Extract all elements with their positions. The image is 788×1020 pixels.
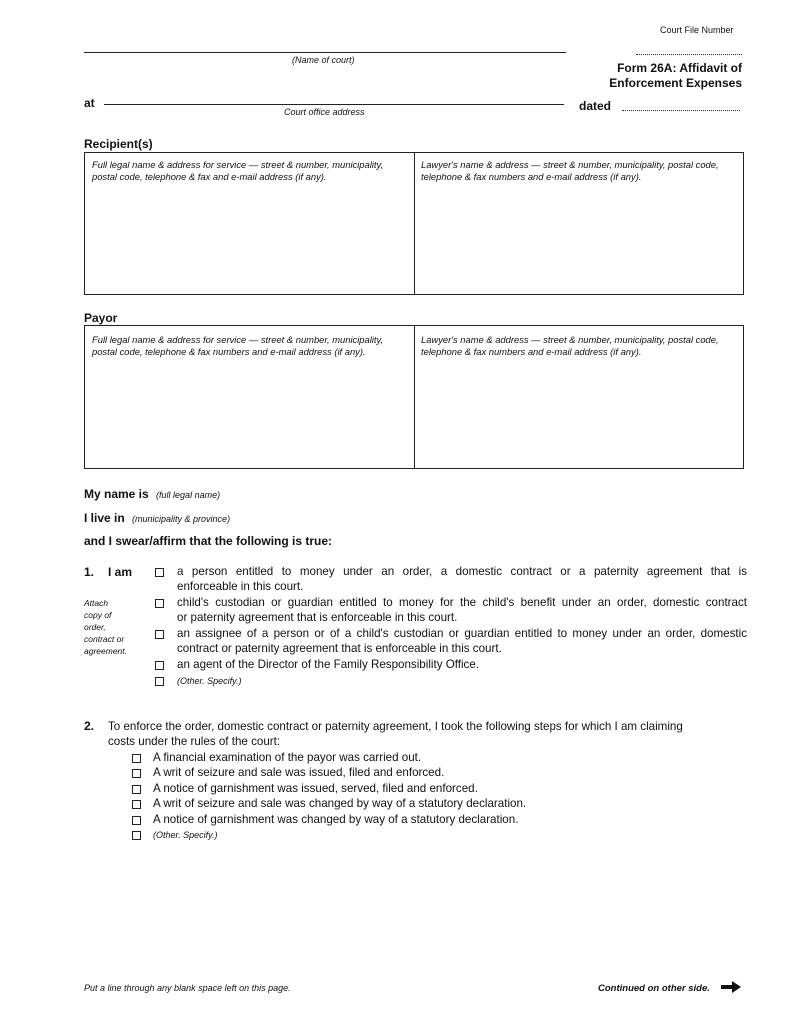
recipient-lawyer-field[interactable] xyxy=(416,185,742,291)
attach-note xyxy=(84,597,127,657)
item1-option-checkbox[interactable] xyxy=(155,599,164,608)
item2-intro-line: To enforce the order, domestic contract or paternity agreement, I took the following steps for which I am claiming xyxy=(108,720,683,733)
option-line: child's custodian or guardian entitled to money for the child's benefit under an order, domestic contract xyxy=(177,596,747,609)
step-checkbox[interactable] xyxy=(132,816,141,825)
payor-lawyer-label: Lawyer's name & address — street & number, municipality, postal code, telephone & fax numbers and e-mail address (if any). xyxy=(421,334,719,357)
step-text: A notice of garnishment was changed by way of a statutory declaration. xyxy=(153,813,519,826)
step-text: A financial examination of the payor was carried out. xyxy=(153,751,422,764)
payor-lawyer-field[interactable] xyxy=(416,360,742,466)
form-title-line2: Enforcement Expenses xyxy=(609,76,742,90)
name-of-court-label: (Name of court) xyxy=(292,55,355,65)
payor-party-field[interactable] xyxy=(86,360,412,466)
item1-number: 1. xyxy=(84,565,95,579)
step-text: A notice of garnishment was issued, served, filed and enforced. xyxy=(153,782,478,795)
item1-option-checkbox[interactable] xyxy=(155,630,164,639)
option-line: or paternity agreement that is enforceable in this court. xyxy=(177,611,458,624)
court-file-number-field[interactable] xyxy=(636,44,742,55)
item1-option-checkbox[interactable] xyxy=(155,568,164,577)
name-of-court-line[interactable] xyxy=(84,52,566,53)
step-checkbox[interactable] xyxy=(132,831,141,840)
item1-lead: I am xyxy=(108,565,133,579)
attach-note-line: Attach xyxy=(84,598,109,608)
item2-number: 2. xyxy=(84,719,95,733)
item1-option-text: an agent of the Director of the Family Responsibility Office. xyxy=(177,658,480,671)
step-checkbox[interactable] xyxy=(132,769,141,778)
my-name-row xyxy=(84,487,220,501)
swear-statement: and I swear/affirm that the following is true: xyxy=(84,534,333,548)
item2-intro xyxy=(108,719,748,749)
item1-option-other: (Other. Specify.) xyxy=(177,676,242,686)
attach-note-line: copy of xyxy=(84,610,112,620)
at-label: at xyxy=(84,96,95,110)
option-line: contract or paternity agreement that is enforceable in this court. xyxy=(177,642,502,655)
attach-note-line: contract or xyxy=(84,634,125,644)
recipient-lawyer-label: Lawyer's name & address — street & number, municipality, postal code, telephone & fax numbers and e-mail address (if any). xyxy=(421,159,719,182)
i-live-row xyxy=(84,511,230,525)
step-text: A writ of seizure and sale was issued, filed and enforced. xyxy=(153,766,445,779)
my-name-hint: (full legal name) xyxy=(156,490,221,500)
item1-option-checkbox[interactable] xyxy=(155,661,164,670)
step-checkbox[interactable] xyxy=(132,754,141,763)
dated-field[interactable] xyxy=(622,100,740,111)
payor-box xyxy=(84,325,744,469)
step-checkbox[interactable] xyxy=(132,800,141,809)
court-office-address-label: Court office address xyxy=(284,107,365,117)
option-line: an assignee of a person or of a child's custodian or guardian entitled to money under an order, domestic xyxy=(177,627,747,640)
item1-option-checkbox[interactable] xyxy=(155,677,164,686)
form-title xyxy=(596,61,742,91)
item1-option-text xyxy=(177,595,747,625)
arrow-right-icon xyxy=(721,981,741,993)
step-other: (Other. Specify.) xyxy=(153,830,218,840)
recipient-party-field[interactable] xyxy=(86,185,412,291)
recipient-divider xyxy=(414,153,415,294)
item2-intro-line: costs under the rules of the court: xyxy=(108,735,281,748)
blank-space-note: Put a line through any blank space left on this page. xyxy=(84,983,291,993)
item1-option-text xyxy=(177,564,747,594)
attach-note-line: order, xyxy=(84,622,106,632)
i-live-label: I live in xyxy=(84,511,125,525)
continued-text: Continued on other side. xyxy=(598,983,710,994)
attach-note-line: agreement. xyxy=(84,646,127,656)
dated-label: dated xyxy=(579,99,612,113)
form-title-line1: Form 26A: Affidavit of xyxy=(617,61,742,75)
i-live-hint: (municipality & province) xyxy=(132,514,231,524)
recipient-title: Recipient(s) xyxy=(84,137,153,151)
recipient-party-label: Full legal name & address for service — street & number, municipality, postal code, telephone & fax and e-mail address (if any). xyxy=(92,159,384,182)
my-name-field[interactable] xyxy=(236,485,742,501)
step-checkbox[interactable] xyxy=(132,785,141,794)
item1-option-text xyxy=(177,626,747,656)
recipient-box xyxy=(84,152,744,295)
continued-note xyxy=(598,983,710,994)
court-office-address-line[interactable] xyxy=(104,104,564,105)
step-text: A writ of seizure and sale was changed by way of a statutory declaration. xyxy=(153,797,527,810)
option-line: a person entitled to money under an order, a domestic contract or a paternity agreement that is xyxy=(177,565,747,578)
i-live-field[interactable] xyxy=(246,509,742,525)
my-name-label: My name is xyxy=(84,487,149,501)
payor-divider xyxy=(414,326,415,468)
payor-title: Payor xyxy=(84,311,118,325)
option-line: enforceable in this court. xyxy=(177,580,304,593)
court-file-number-label: Court File Number xyxy=(660,25,734,35)
payor-party-label: Full legal name & address for service — street & number, municipality, postal code, telephone & fax numbers and e-mail address (if any). xyxy=(92,334,384,357)
